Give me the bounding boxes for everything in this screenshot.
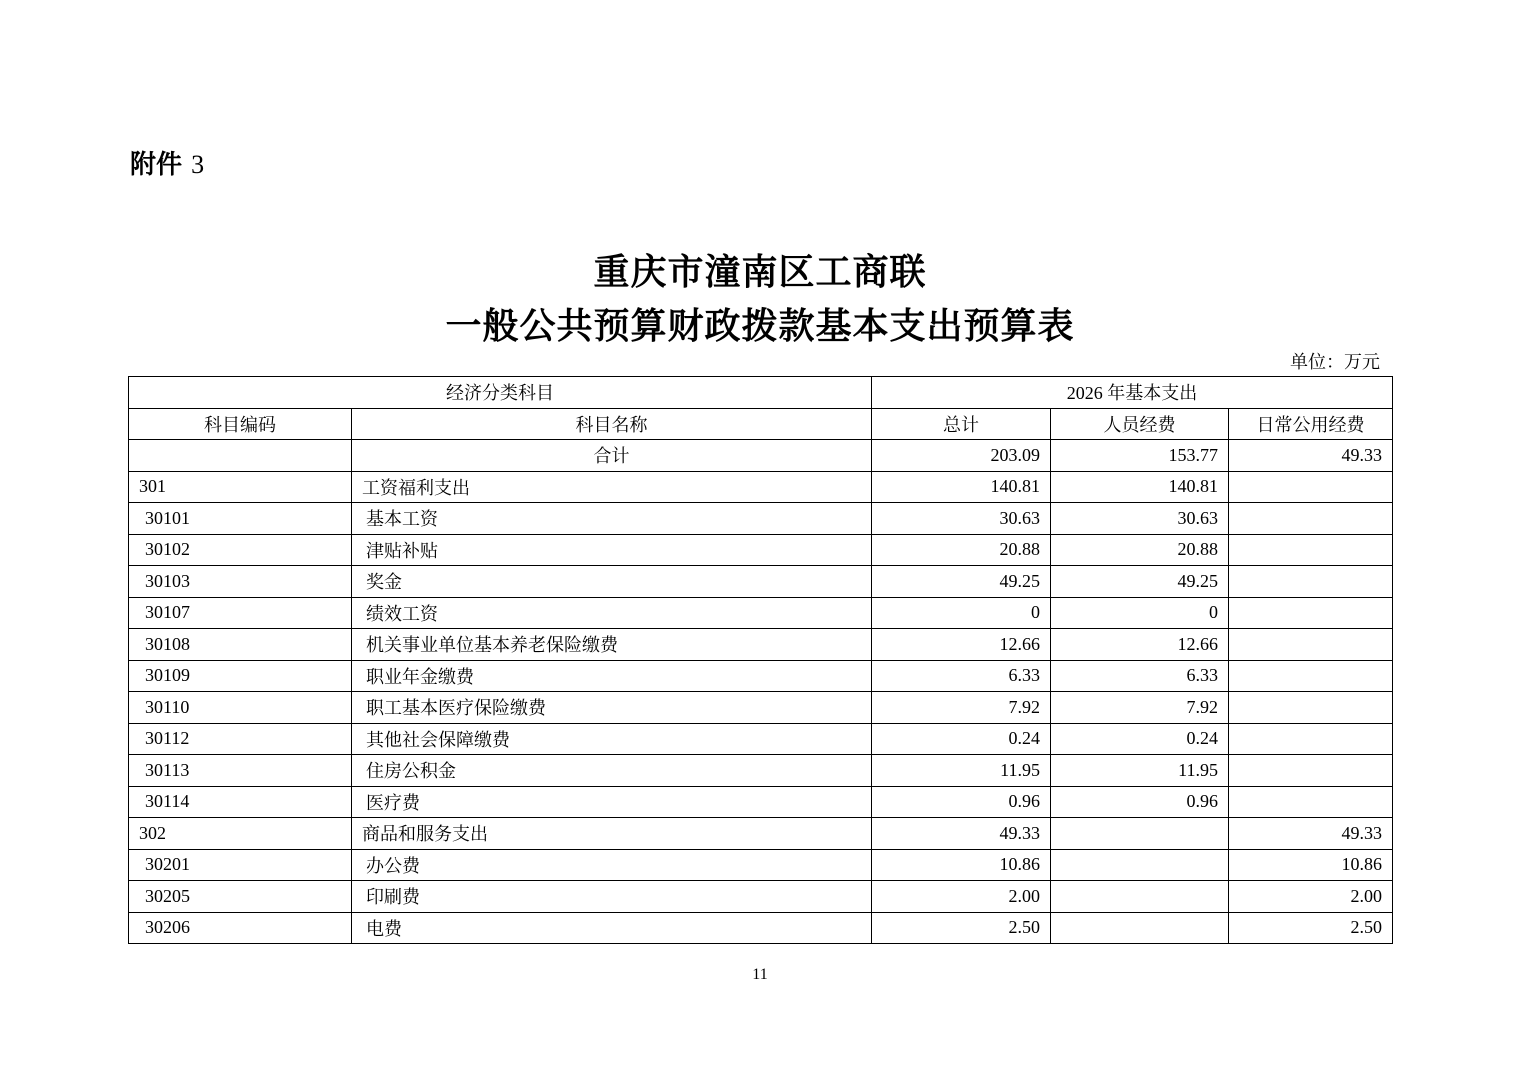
row-public [1229,471,1393,503]
row-code: 30108 [129,629,352,661]
group-header-basic-expenditure: 2026 年基本支出 [872,377,1393,409]
row-public [1229,629,1393,661]
column-header-code: 科目编码 [129,408,352,440]
row-public [1229,786,1393,818]
row-personnel: 12.66 [1051,629,1229,661]
table-row [129,912,1393,944]
row-total: 7.92 [872,692,1051,724]
table-row [129,786,1393,818]
table-row [129,629,1393,661]
row-name: 办公费 [352,849,872,881]
row-code: 30102 [129,534,352,566]
table-row [129,660,1393,692]
row-code: 301 [129,471,352,503]
row-public [1229,692,1393,724]
row-personnel: 0.24 [1051,723,1229,755]
total-label: 合计 [352,440,872,472]
row-personnel [1051,818,1229,850]
column-header-name: 科目名称 [352,408,872,440]
row-name: 机关事业单位基本养老保险缴费 [352,629,872,661]
row-total: 140.81 [872,471,1051,503]
row-name: 住房公积金 [352,755,872,787]
attachment-text: 附件 [130,150,183,180]
total-total: 203.09 [872,440,1051,472]
row-public: 49.33 [1229,818,1393,850]
row-name: 职业年金缴费 [352,660,872,692]
row-code: 30109 [129,660,352,692]
page-title-line1: 重庆市潼南区工商联 [593,251,927,293]
row-code: 30201 [129,849,352,881]
row-personnel: 20.88 [1051,534,1229,566]
row-name: 奖金 [352,566,872,598]
group-header-row [129,377,1393,409]
row-name: 商品和服务支出 [352,818,872,850]
total-row [129,440,1393,472]
row-code: 30103 [129,566,352,598]
attachment-label [130,144,204,181]
row-public [1229,534,1393,566]
row-total: 0.96 [872,786,1051,818]
budget-table [128,376,1393,944]
row-public: 10.86 [1229,849,1393,881]
row-personnel: 30.63 [1051,503,1229,535]
row-name: 印刷费 [352,881,872,913]
row-name: 津贴补贴 [352,534,872,566]
total-code [129,440,352,472]
row-name: 工资福利支出 [352,471,872,503]
row-personnel: 140.81 [1051,471,1229,503]
row-name: 基本工资 [352,503,872,535]
row-code: 302 [129,818,352,850]
column-header-total: 总计 [872,408,1051,440]
row-total: 2.50 [872,912,1051,944]
row-public [1229,755,1393,787]
row-personnel [1051,912,1229,944]
row-public [1229,723,1393,755]
page-number: 11 [752,966,768,983]
row-personnel: 0 [1051,597,1229,629]
row-total: 10.86 [872,849,1051,881]
row-public [1229,660,1393,692]
row-total: 0 [872,597,1051,629]
row-public [1229,597,1393,629]
group-header-economic-classification: 经济分类科目 [129,377,872,409]
row-code: 30101 [129,503,352,535]
row-public: 2.00 [1229,881,1393,913]
table-row [129,566,1393,598]
total-public: 49.33 [1229,440,1393,472]
row-personnel: 7.92 [1051,692,1229,724]
row-name: 职工基本医疗保险缴费 [352,692,872,724]
column-header-row [129,408,1393,440]
table-row [129,849,1393,881]
row-personnel: 11.95 [1051,755,1229,787]
page-title-line2: 一般公共预算财政拨款基本支出预算表 [445,305,1075,347]
row-public [1229,566,1393,598]
row-code: 30112 [129,723,352,755]
row-total: 49.25 [872,566,1051,598]
row-public [1229,503,1393,535]
row-personnel [1051,849,1229,881]
row-code: 30206 [129,912,352,944]
row-total: 49.33 [872,818,1051,850]
row-total: 12.66 [872,629,1051,661]
row-code: 30110 [129,692,352,724]
row-total: 2.00 [872,881,1051,913]
row-total: 11.95 [872,755,1051,787]
row-code: 30114 [129,786,352,818]
table-row [129,881,1393,913]
unit-label: 单位：万元 [1290,352,1380,373]
table-row [129,503,1393,535]
row-total: 0.24 [872,723,1051,755]
row-personnel: 0.96 [1051,786,1229,818]
table-row [129,471,1393,503]
table-row [129,534,1393,566]
row-public: 2.50 [1229,912,1393,944]
row-personnel: 6.33 [1051,660,1229,692]
row-name: 绩效工资 [352,597,872,629]
row-name: 电费 [352,912,872,944]
table-row [129,597,1393,629]
row-personnel: 49.25 [1051,566,1229,598]
row-name: 其他社会保障缴费 [352,723,872,755]
row-code: 30205 [129,881,352,913]
total-personnel: 153.77 [1051,440,1229,472]
column-header-public: 日常公用经费 [1229,408,1393,440]
attachment-number: 3 [191,150,205,179]
row-code: 30107 [129,597,352,629]
row-name: 医疗费 [352,786,872,818]
row-total: 30.63 [872,503,1051,535]
column-header-personnel: 人员经费 [1051,408,1229,440]
table-row [129,692,1393,724]
table-row [129,818,1393,850]
table-row [129,755,1393,787]
table-row [129,723,1393,755]
row-total: 20.88 [872,534,1051,566]
row-personnel [1051,881,1229,913]
row-total: 6.33 [872,660,1051,692]
row-code: 30113 [129,755,352,787]
